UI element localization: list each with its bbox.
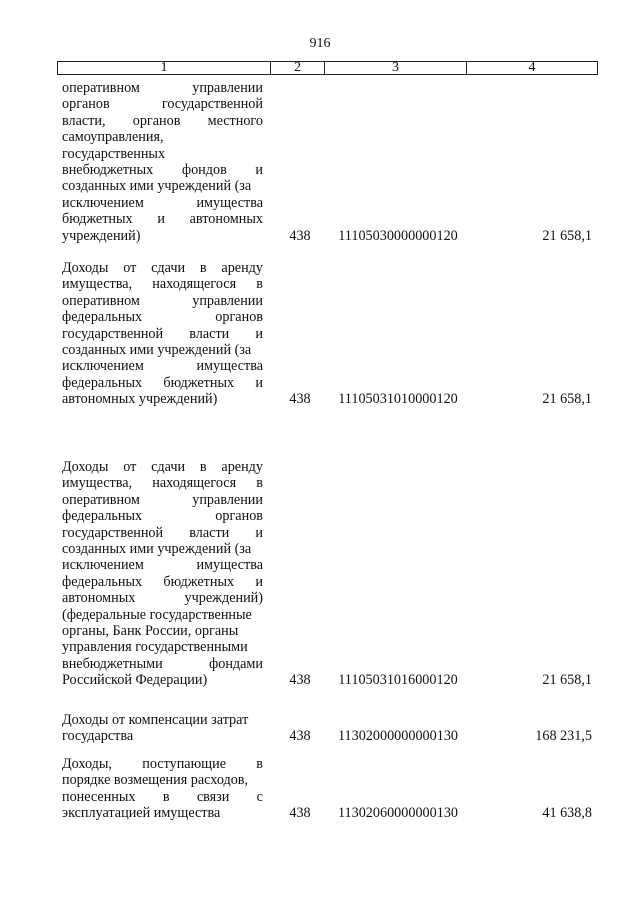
description-word: имущества, xyxy=(62,475,133,492)
description-word: органов xyxy=(62,96,110,113)
table-row xyxy=(62,260,592,408)
description-line xyxy=(62,541,263,557)
budget-classification-code: 11105031010000120 xyxy=(338,391,458,408)
amount: 21 658,1 xyxy=(542,672,592,689)
description-word: с xyxy=(256,788,263,805)
description-line xyxy=(62,113,263,129)
description-line xyxy=(62,607,263,623)
description-word: органов xyxy=(215,508,263,525)
description-word: управлении xyxy=(192,80,263,96)
description-word: в xyxy=(162,788,170,805)
description-word: бюджетных xyxy=(163,573,235,590)
amount: 168 231,5 xyxy=(535,728,592,745)
description-line xyxy=(62,623,263,639)
description-line xyxy=(62,293,263,309)
description-line xyxy=(62,375,263,391)
description-word: власти xyxy=(189,524,230,541)
table-header xyxy=(57,61,598,75)
description-line xyxy=(62,639,263,655)
description-word: эксплуатацией имущества xyxy=(62,805,221,822)
description-line xyxy=(62,574,263,590)
description-word: учреждений) xyxy=(184,590,263,607)
description-word: в xyxy=(256,475,263,492)
description-line xyxy=(62,309,263,325)
description-line xyxy=(62,475,263,491)
description-word: государственной xyxy=(62,325,164,342)
description-word: и xyxy=(255,325,263,342)
description-word: сдачи xyxy=(151,260,186,276)
description-line xyxy=(62,391,263,407)
description-line xyxy=(62,712,263,728)
description-word: Доходы xyxy=(62,260,109,276)
description-word: федеральных xyxy=(62,374,143,391)
row-description xyxy=(62,712,263,745)
description-line xyxy=(62,342,263,358)
description-line xyxy=(62,656,263,672)
description-word: государственной xyxy=(62,524,164,541)
table-row xyxy=(62,712,592,745)
description-word: в xyxy=(199,260,207,276)
description-word: фондами xyxy=(209,655,263,672)
header-col-4: 4 xyxy=(528,60,536,75)
admin-code: 438 xyxy=(289,728,311,745)
description-word: от xyxy=(123,260,137,276)
description-word: местного xyxy=(207,112,263,129)
admin-code: 438 xyxy=(289,672,311,689)
description-word: аренду xyxy=(221,459,263,475)
description-word: Российской Федерации) xyxy=(62,672,208,689)
description-word: государства xyxy=(62,728,134,745)
description-line xyxy=(62,276,263,292)
description-line xyxy=(62,195,263,211)
description-word: находящегося xyxy=(152,475,237,492)
description-word: созданных ими учреждений (за xyxy=(62,342,252,359)
row-description xyxy=(62,459,263,689)
amount: 21 658,1 xyxy=(542,391,592,408)
description-word: понесенных xyxy=(62,788,136,805)
description-word: оперативном xyxy=(62,80,140,96)
description-word: от xyxy=(123,459,137,475)
description-word: и xyxy=(255,524,263,541)
budget-classification-code: 11302060000000130 xyxy=(337,805,459,822)
description-line xyxy=(62,162,263,178)
header-col-2: 2 xyxy=(271,62,325,74)
description-word: и xyxy=(157,211,165,228)
description-word: федеральных xyxy=(62,573,143,590)
header-col-1: 1 xyxy=(58,62,271,74)
description-word: самоуправления, xyxy=(62,129,164,146)
description-word: исключением xyxy=(62,194,144,211)
description-word: управлении xyxy=(192,491,263,508)
description-line xyxy=(62,728,263,744)
description-word: внебюджетных xyxy=(62,162,154,179)
row-description xyxy=(62,80,263,244)
description-word: органы, Банк России, органы xyxy=(62,623,239,640)
description-word: Доходы xyxy=(62,459,109,475)
description-word: бюджетных xyxy=(62,211,133,228)
row-description xyxy=(62,756,263,822)
description-word: поступающие xyxy=(142,756,226,772)
description-line xyxy=(62,525,263,541)
description-word: органов xyxy=(215,309,263,326)
description-word: оперативном xyxy=(62,292,140,309)
description-word: власти xyxy=(189,325,230,342)
description-line xyxy=(62,492,263,508)
description-word: исключением xyxy=(62,557,144,574)
table-row xyxy=(62,756,592,822)
description-line xyxy=(62,326,263,342)
description-line xyxy=(62,508,263,524)
description-line xyxy=(62,789,263,805)
description-word: в xyxy=(256,276,263,293)
page-number: 916 xyxy=(309,36,331,51)
admin-code: 438 xyxy=(289,805,311,822)
description-line xyxy=(62,129,263,145)
budget-classification-code: 11105030000000120 xyxy=(338,227,458,244)
table-row xyxy=(62,80,592,244)
description-line xyxy=(62,96,263,112)
description-word: и xyxy=(255,374,263,391)
description-word: и xyxy=(255,573,263,590)
description-word: управления государственными xyxy=(62,639,248,656)
description-word: находящегося xyxy=(152,276,237,293)
description-line xyxy=(62,772,263,788)
description-word: государственной xyxy=(161,96,263,113)
description-line xyxy=(62,178,263,194)
description-word: управлении xyxy=(192,292,263,309)
description-word: федеральных xyxy=(62,309,143,326)
description-word: автономных xyxy=(62,590,136,607)
description-word: имущества xyxy=(196,557,263,574)
description-line xyxy=(62,358,263,374)
description-line xyxy=(62,756,263,772)
description-line xyxy=(62,260,263,276)
description-word: связи xyxy=(196,788,230,805)
table-row xyxy=(62,459,592,689)
description-word: сдачи xyxy=(151,459,186,475)
description-line xyxy=(62,80,263,96)
description-word: Доходы от компенсации затрат xyxy=(62,712,249,728)
description-word: автономных xyxy=(189,211,263,228)
description-word: в xyxy=(256,756,263,772)
budget-classification-code: 11302000000000130 xyxy=(337,728,459,745)
description-word: и xyxy=(255,162,263,179)
description-word: учреждений) xyxy=(62,227,141,244)
description-word: оперативном xyxy=(62,491,140,508)
description-word: фондов xyxy=(181,162,227,179)
description-word: имущества xyxy=(196,194,263,211)
description-word: бюджетных xyxy=(163,374,235,391)
amount: 41 638,8 xyxy=(542,805,592,822)
description-word: внебюджетными xyxy=(62,655,163,672)
admin-code: 438 xyxy=(289,227,311,244)
description-word: аренду xyxy=(221,260,263,276)
description-word: исключением xyxy=(62,358,144,375)
row-description xyxy=(62,260,263,408)
description-line xyxy=(62,228,263,244)
header-col-3: 3 xyxy=(325,62,467,74)
admin-code: 438 xyxy=(289,391,311,408)
description-word: имущества, xyxy=(62,276,133,293)
description-line xyxy=(62,211,263,227)
description-word: созданных ими учреждений (за xyxy=(62,541,252,558)
budget-classification-code: 11105031016000120 xyxy=(338,672,458,689)
description-word: автономных учреждений) xyxy=(62,391,218,408)
description-word: органов xyxy=(132,112,181,129)
amount: 21 658,1 xyxy=(542,227,592,244)
description-word: государственных xyxy=(62,145,166,162)
description-word: власти, xyxy=(62,112,106,129)
description-word: (федеральные государственные xyxy=(62,606,252,623)
description-line xyxy=(62,590,263,606)
description-line xyxy=(62,146,263,162)
description-word: федеральных xyxy=(62,508,143,525)
description-word: созданных ими учреждений (за xyxy=(62,178,252,195)
description-word: имущества xyxy=(196,358,263,375)
description-word: в xyxy=(199,459,207,475)
description-line xyxy=(62,805,263,821)
description-line xyxy=(62,459,263,475)
description-line xyxy=(62,672,263,688)
description-line xyxy=(62,557,263,573)
description-word: Доходы, xyxy=(62,756,112,772)
description-word: порядке возмещения расходов, xyxy=(62,772,249,789)
